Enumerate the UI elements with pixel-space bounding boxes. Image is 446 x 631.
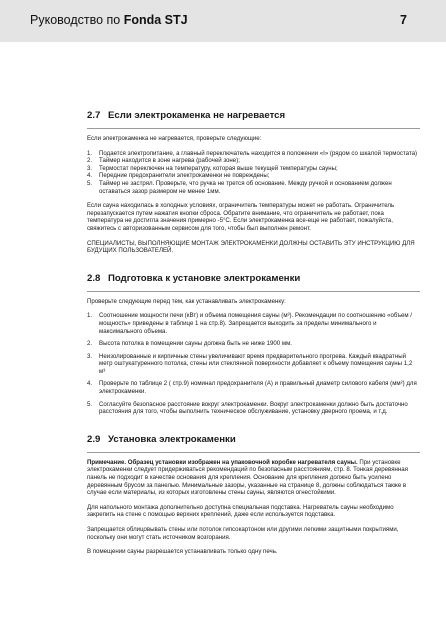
item-number: 5. (87, 400, 93, 408)
item-text: Согласуйте безопасное расстояние вокруг электрокаменки. Вокруг электрокаменки должно быть достаточно расстояния для того, чтобы выполнить техническое обслуживание, установку дверного проема, и т.д. (99, 400, 408, 416)
list-item (87, 150, 420, 158)
note-label: Примечание. Образец установки изображен на упаковочной коробке нагревателя сауны. (87, 458, 358, 466)
item-text: Таймер находится в зоне нагрева (рабочей зоне); (99, 157, 240, 165)
note-text: При установке электрокаменки следует придерживаться рекомендаций по безопасным расстояниям, стр. 8. Тонкая деревянная панель не подходит в качестве основания для крепления. Основание для крепления должно быть усилено деревянным брусом за панелью. Минимальные зазоры, указанные на странице 8, должны соблюдаться также в случае если материалы, из которых изготовлены стены сауны, являются огнестойкими. (87, 458, 408, 497)
section-intro: Если электрокаменка не нагревается, проверьте следующие: (87, 135, 262, 142)
checklist-2-7 (87, 150, 420, 196)
section-heading-2-7 (87, 110, 420, 122)
item-number: 2. (87, 157, 93, 165)
item-number: 1. (87, 312, 93, 320)
section-intro: Проверьте следующие перед тем, как устанавливать электрокаменку: (87, 297, 286, 305)
section-divider (87, 128, 420, 129)
item-number: 1. (87, 149, 93, 157)
list-item (87, 165, 420, 173)
checklist-2-8 (87, 312, 420, 416)
item-number: 3. (87, 164, 93, 172)
body-paragraph: В помещении сауны разрешается устанавливать только одну печь. (87, 548, 278, 556)
list-item (87, 172, 420, 180)
page-number: 7 (400, 13, 407, 27)
page-body (87, 110, 420, 563)
item-text: Таймер не застрял. Проверьте, что ручка не трется об основание. Между ручкой и основанием должен оставаться зазор размером не менее 1мм. (99, 179, 392, 195)
item-text: Проверьте по таблице 2 ( стр.9) номинал предохранителя (А) и правильный диаметр силового кабеля (мм²) для электрокаменки. (99, 380, 417, 396)
item-text: Соотношение мощности печи (кВт) и объема помещения сауны (м³). Рекомендации по соотношению «объем / мощность» приведены в таблице 1 на стр.8). Запрещается выходить за пределы минимального и максимального объема. (99, 312, 412, 335)
item-number: 5. (87, 179, 93, 187)
section-heading-2-9 (87, 434, 420, 446)
item-text: Неизолированные и кирпичные стены увеличивают время предварительного прогрева. Каждый квадратный метр оштукатуренного потолка, стены или стеклянной поверхности добавляет к объему помещения сауны 1,2 м³ (99, 352, 413, 375)
list-item (87, 312, 420, 335)
section-divider (87, 291, 420, 292)
section-title: Если электрокаменка не нагревается (108, 110, 286, 121)
list-item (87, 380, 420, 395)
item-text: Подается электропитание, а главный переключатель находится в положении «I» (рядом со шкалой термостата) (99, 149, 418, 157)
list-item (87, 401, 420, 416)
item-text: Передние предохранители электрокаменки не повреждены; (99, 172, 270, 180)
body-paragraph: Для напольного монтажа дополнительно доступна специальная подставка. Нагреватель сауны необходимо закрепить на стене с помощью верхних креплений, даже если используется подставка. (87, 503, 394, 519)
item-number: 2. (87, 340, 93, 348)
section-number: 2.7 (87, 110, 101, 121)
section-number: 2.8 (87, 272, 101, 284)
item-text: Термостат переключен на температуру, которая выше текущей температуры сауны; (99, 164, 338, 172)
document-title (30, 13, 188, 27)
section-title: Установка электрокаменки (108, 433, 236, 445)
item-number: 4. (87, 380, 93, 388)
body-paragraph: Запрещается облицовывать стены или потолок гипсокартоном или другими легкими защитными покрытиями, поскольку они могут стать источником возгорания. (87, 526, 399, 541)
title-prefix: Руководство по (30, 13, 124, 27)
item-number: 3. (87, 352, 93, 360)
item-text: Высота потолка в помещении сауны должна быть не ниже 1900 мм. (99, 340, 292, 348)
section-heading-2-8 (87, 273, 420, 285)
page-header (0, 0, 446, 42)
list-item (87, 157, 420, 165)
title-brand: Fonda STJ (123, 13, 188, 27)
section-title: Подготовка к установке электрокаменки (108, 272, 301, 284)
installation-note (87, 459, 420, 497)
item-number: 4. (87, 172, 93, 180)
list-item (87, 340, 420, 348)
section-number: 2.9 (87, 433, 101, 445)
section-divider (87, 452, 420, 453)
list-item (87, 180, 420, 195)
warning-paragraph: СПЕЦИАЛИСТЫ, ВЫПОЛНЯЮЩИЕ МОНТАЖ ЭЛЕКТРОКАМЕНКИ ДОЛЖНЫ ОСТАВИТЬ ЭТУ ИНСТРУКЦИЮ ДЛЯ БУДУЩИХ ПОЛЬЗОВАТЕЛЕЙ. (87, 239, 415, 255)
body-paragraph: Если сауна находилась в холодных условиях, ограничитель температуры может не работать. Ограничитель перезапускается путем нажатия кнопки сброса. Обратите внимание, что ограничитель не работает, пока температура не достигла значения примерно -5°С. Если электрокаменка все-еще не работает, пожалуйста, свяжитесь с авторизованным сервисом для того, чтобы был выполнен ремонт. (87, 202, 395, 232)
list-item (87, 353, 420, 376)
